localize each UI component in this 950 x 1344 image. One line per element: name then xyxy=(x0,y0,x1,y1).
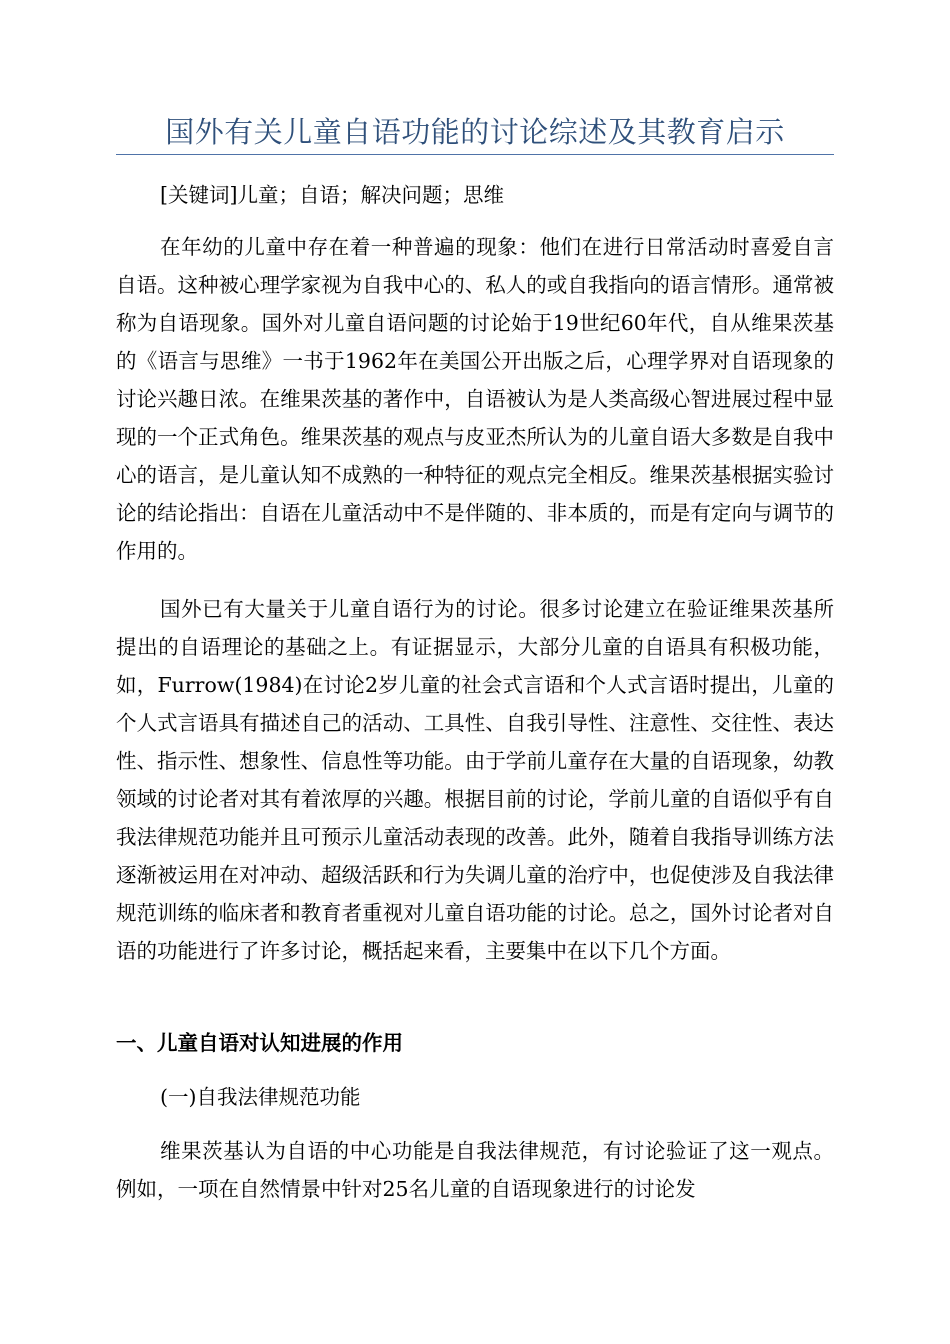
paragraph-2: 国外已有大量关于儿童自语行为的讨论。很多讨论建立在验证维果茨基所提出的自语理论的基础之上。有证据显示，大部分儿童的自语具有积极功能，如，Furrow(1984)在讨论2岁儿童的社会式言语和个人式言语时提出，儿童的个人式言语具有描述自己的活动、工具性、自我引导性、注意性、交往性、表达性、指示性、想象性、信息性等功能。由于学前儿童存在大量的自语现象，幼教领域的讨论者对其有着浓厚的兴趣。根据目前的讨论，学前儿童的自语似乎有自我法律规范功能并且可预示儿童活动表现的改善。此外，随着自我指导训练方法逐渐被运用在对冲动、超级活跃和行为失调儿童的治疗中，也促使涉及自我法律规范训练的临床者和教育者重视对儿童自语功能的讨论。总之，国外讨论者对自语的功能进行了许多讨论，概括起来看，主要集中在以下几个方面。 xyxy=(116,597,834,963)
subsection-heading: (一)自我法律规范功能 xyxy=(160,1085,361,1109)
paragraph-1: 在年幼的儿童中存在着一种普遍的现象：他们在进行日常活动时喜爱自言自语。这种被心理学家视为自我中心的、私人的或自我指向的语言情形。通常被称为自语现象。国外对儿童自语问题的讨论始于19世纪60年代，自从维果茨基的《语言与思维》一书于1962年在美国公开出版之后，心理学界对自语现象的讨论兴趣日浓。在维果茨基的著作中，自语被认为是人类高级心智进展过程中显现的一个正式角色。维果茨基的观点与皮亚杰所认为的儿童自语大多数是自我中心的语言，是儿童认知不成熟的一种特征的观点完全相反。维果茨基根据实验讨论的结论指出：自语在儿童活动中不是伴随的、非本质的，而是有定向与调节的作用的。 xyxy=(116,235,834,563)
keywords-line: [关键词]儿童；自语；解决问题；思维 xyxy=(160,183,504,207)
paragraph-3: 维果茨基认为自语的中心功能是自我法律规范，有讨论验证了这一观点。例如，一项在自然情景中针对25名儿童的自语现象进行的讨论发 xyxy=(116,1139,834,1201)
section-heading: 一、儿童自语对认知进展的作用 xyxy=(116,1031,403,1055)
document-title: 国外有关儿童自语功能的讨论综述及其教育启示 xyxy=(165,115,785,149)
title-underline xyxy=(116,154,834,155)
